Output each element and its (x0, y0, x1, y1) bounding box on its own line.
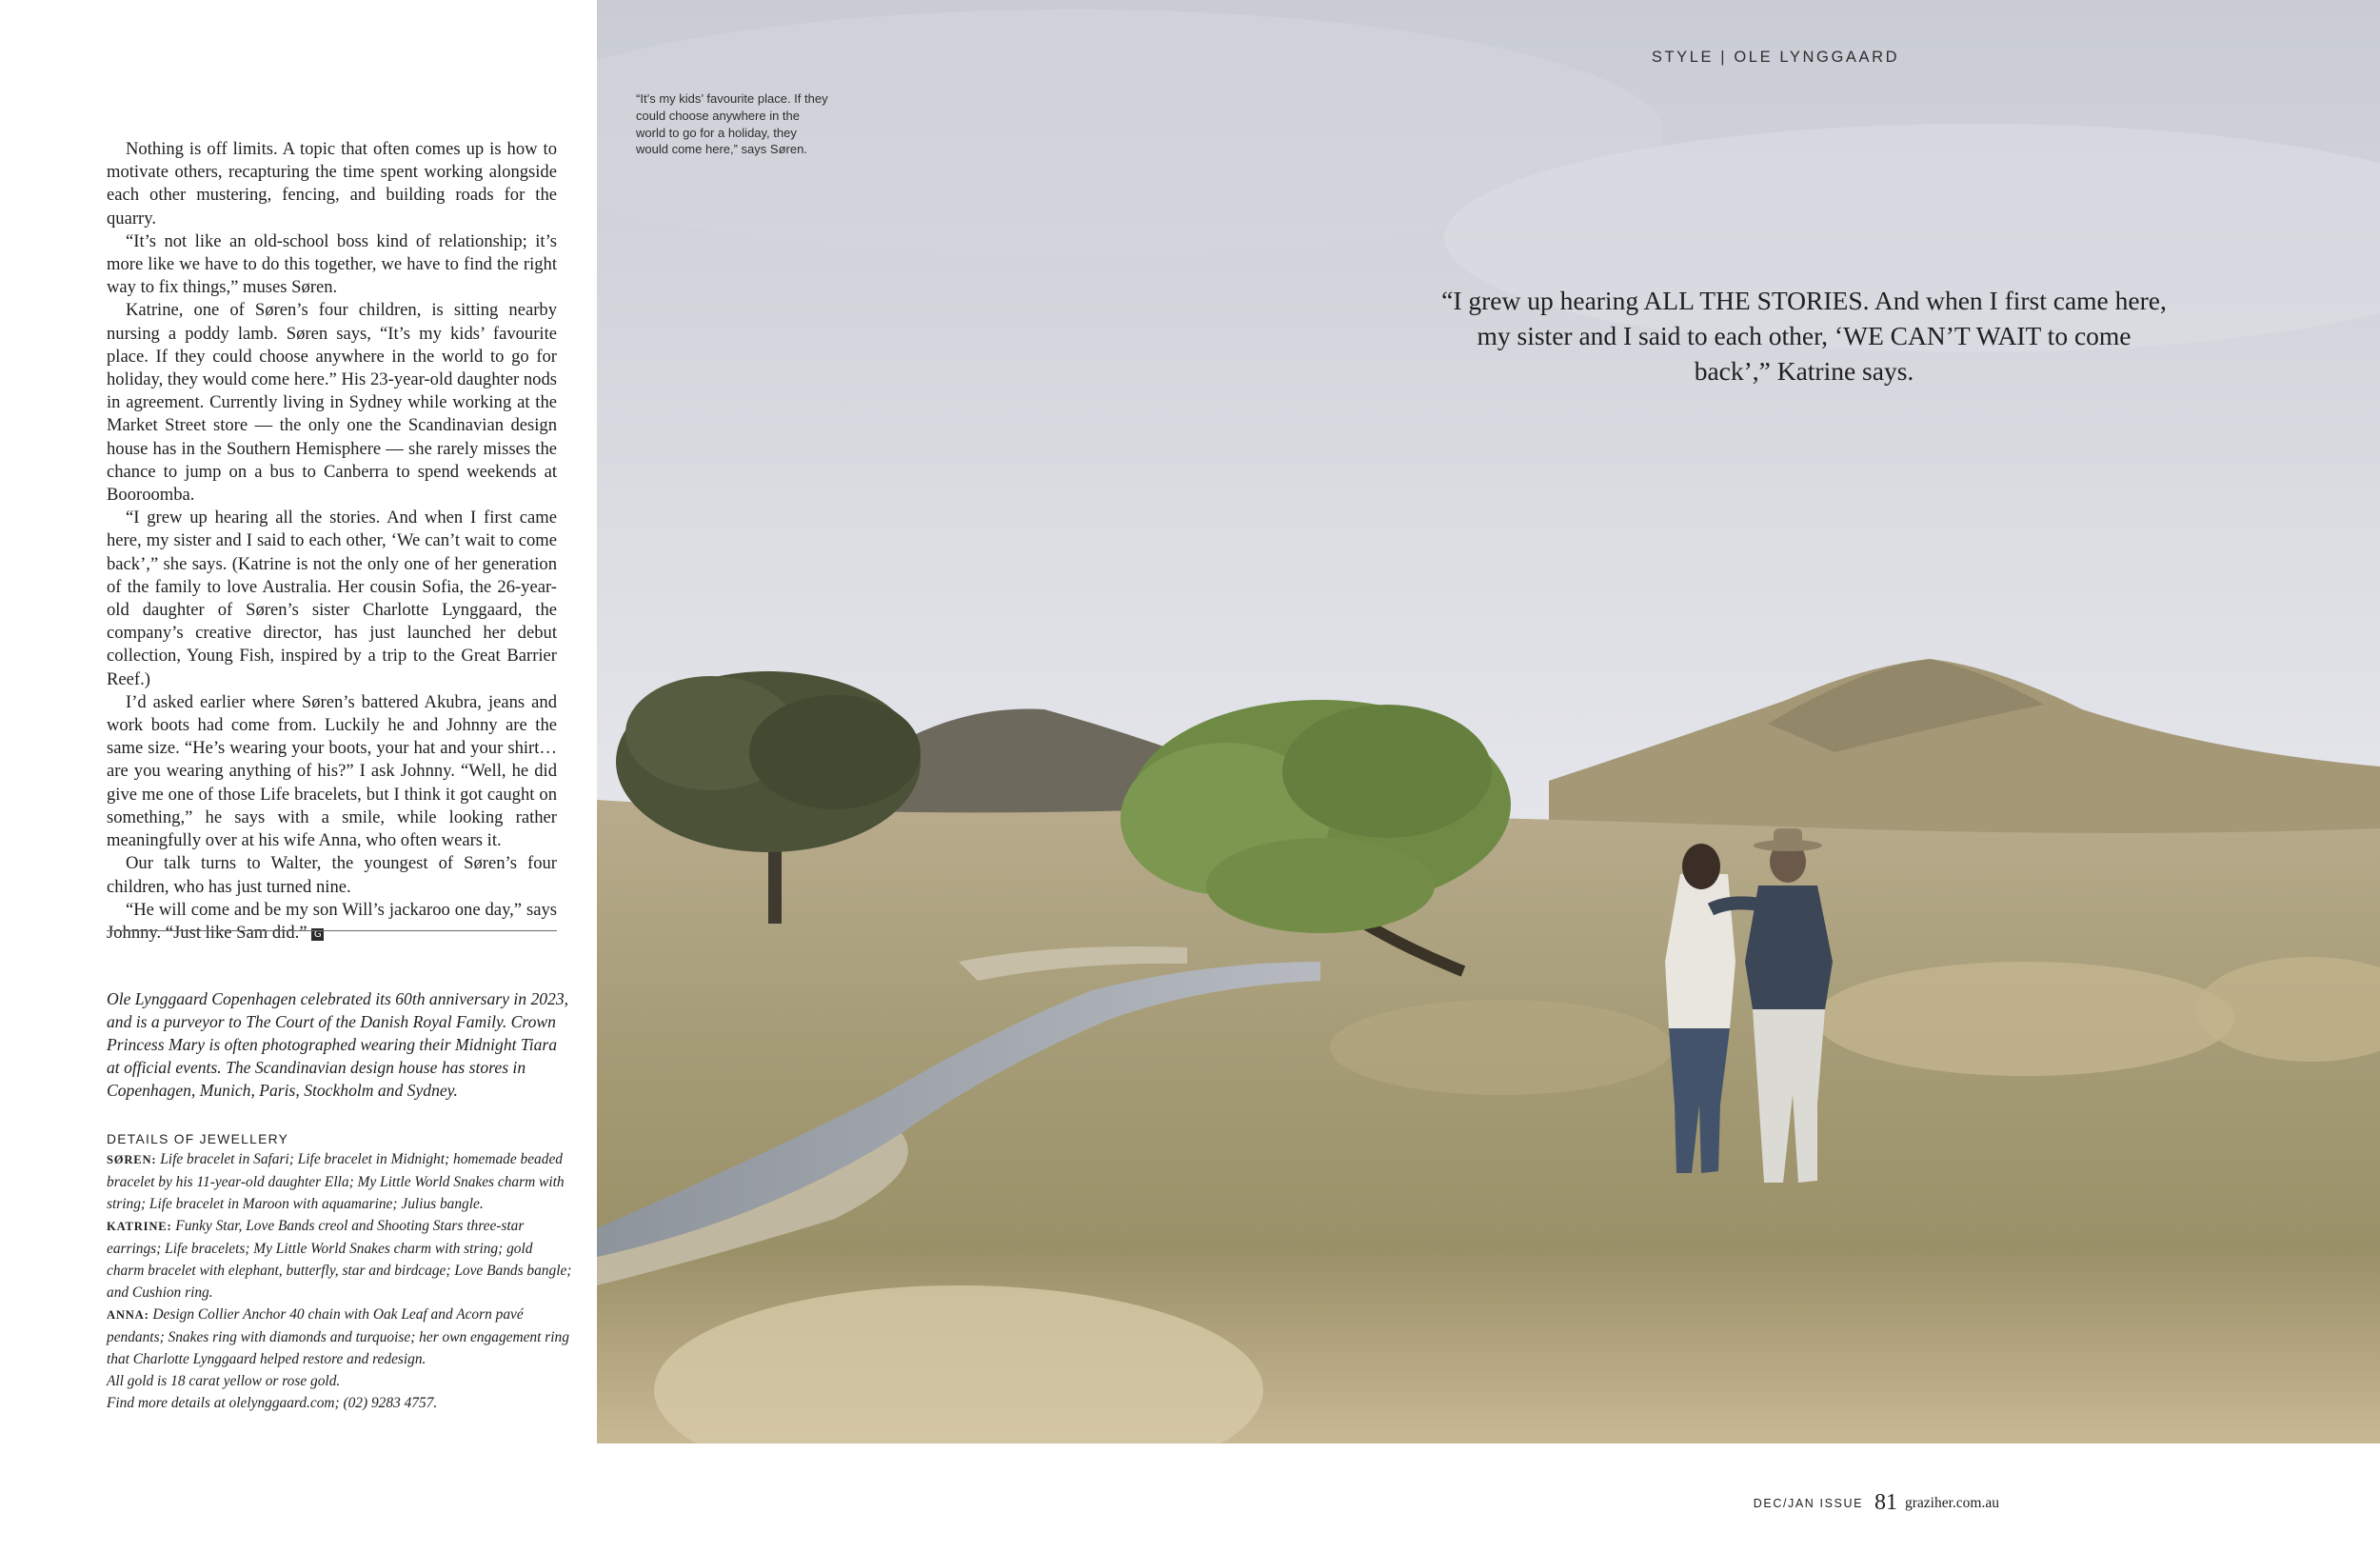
article-paragraph: Nothing is off limits. A topic that often comes up is how to motivate others, recapturing the time spent working alongside each other mustering, fencing, and building roads for the quarry. (107, 139, 557, 229)
details-entry-soren (107, 1148, 573, 1215)
gold-note: All gold is 18 carat yellow or rose gold. (107, 1373, 341, 1389)
details-name: ANNA: (107, 1308, 149, 1322)
details-text: Funky Star, Love Bands creol and Shooting Stars three-star earrings; Life bracelets; My Little World Snakes charm with string; gold charm bracelet with elephant, butterfly, star and birdcage; Love Bands bangle; and Cushion ring. (107, 1218, 572, 1301)
info-paragraph: Ole Lynggaard Copenhagen celebrated its 60th anniversary in 2023, and is a purveyor to The Court of the Danish Royal Family. Crown Princess Mary is often photographed wearing their Midnight Tiara at official events. The Scandinavian design house has stores in Copenhagen, Munich, Paris, Stockholm and Sydney. (107, 989, 569, 1100)
article-body (107, 138, 557, 945)
details-name: SØREN: (107, 1153, 157, 1166)
article-paragraph: Our talk turns to Walter, the youngest of Søren’s four children, who has just turned nine. (107, 853, 557, 897)
article-paragraph: I’d asked earlier where Søren’s battered Akubra, jeans and work boots had come from. Luckily he and Johnny are the same size. “He’s wearing your boots, your hat and your shirt… are you wearing anything of his?” I ask Johnny. “Well, he did give me one of those Life bracelets, but I think it got caught on something,” he says with a smile, while looking rather meaningfully over at his wife Anna, who often wears it. (107, 691, 557, 851)
details-name: KATRINE: (107, 1220, 172, 1233)
details-entry-anna (107, 1304, 573, 1370)
article-paragraph: Katrine, one of Søren’s four children, is sitting nearby nursing a poddy lamb. Søren says, “It’s my kids’ favourite place. If they could choose anywhere in the world to go for holiday, they would come here.” His 23-year-old daughter nods in agreement. Currently living in Sydney while working at the Market Street store — the only one the Scandinavian design house has in the Southern Hemisphere — she rarely misses the chance to jump on a bus to Canberra to spend weekends at Booroomba. (107, 300, 557, 506)
footer-website: graziher.com.au (1905, 1495, 1999, 1511)
article-paragraph: “I grew up hearing all the stories. And when I first came here, my sister and I said to each other, ‘We can’t wait to come back’,” she says. (Katrine is not the only one of her generation of the family to love Australia. Her cousin Sofia, the 26-year-old daughter of Søren’s sister Charlotte Lynggaard, the company’s creative director, has just launched her debut collection, Young Fish, inspired by a trip to the Great Barrier Reef.) (107, 508, 557, 689)
footer-issue: DEC/JAN ISSUE (1753, 1497, 1864, 1510)
landscape-illustration (597, 0, 2380, 1443)
info-box (107, 987, 573, 1414)
photo-caption: “It’s my kids’ favourite place. If they could choose anywhere in the world to go for a holiday, they would come here,” says Søren. (636, 91, 828, 157)
details-text: Design Collier Anchor 40 chain with Oak Leaf and Acorn pavé pendants; Snakes ring with diamonds and turquoise; her own engagement ring that Charlotte Lynggaard helped restore and redesign. (107, 1306, 569, 1367)
article-paragraph-last (107, 899, 557, 945)
page-footer (1637, 1490, 1999, 1516)
landscape-photo (597, 0, 2380, 1443)
article-paragraph-text: “He will come and be my son Will’s jackaroo one day,” says Johnny. “Just like Sam did.” (107, 899, 557, 943)
end-mark-icon: G (311, 928, 324, 941)
details-entry-katrine (107, 1215, 573, 1304)
more-info: Find more details at olelynggaard.com; (02) 9283 4757. (107, 1395, 438, 1411)
page-number: 81 (1874, 1490, 1898, 1515)
article-paragraph: “It’s not like an old-school boss kind of relationship; it’s more like we have to do this together, we have to find the right way to fix things,” muses Søren. (107, 230, 557, 298)
section-label: STYLE | OLE LYNGGAARD (1651, 49, 1900, 66)
pull-quote: “I grew up hearing ALL THE STORIES. And when I first came here, my sister and I said to each other, ‘WE CAN’T WAIT to come back’,” Katrine says. (1441, 286, 2167, 386)
details-text: Life bracelet in Safari; Life bracelet in Midnight; homemade beaded bracelet by his 11-year-old daughter Ella; My Little World Snakes charm with string; Life bracelet in Maroon with aquamarine; Julius bangle. (107, 1151, 565, 1212)
section-divider (107, 930, 557, 931)
details-heading: DETAILS OF JEWELLERY (107, 1132, 289, 1146)
